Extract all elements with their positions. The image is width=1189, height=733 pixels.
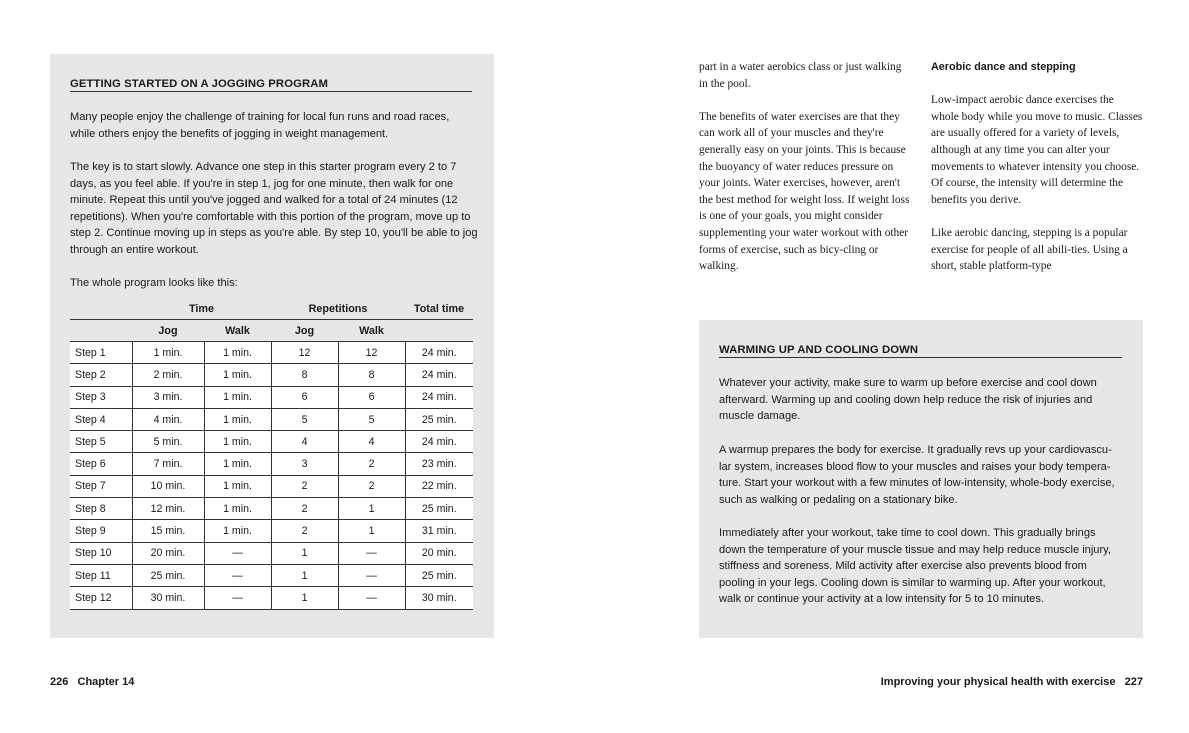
table-header-repetitions: Repetitions xyxy=(271,298,405,320)
table-cell: 24 min. xyxy=(405,364,473,386)
table-row xyxy=(70,564,473,586)
table-cell: 5 min. xyxy=(132,431,204,453)
warmup-cooldown-sidebar xyxy=(699,320,1143,638)
table-cell: 25 min. xyxy=(132,564,204,586)
table-row xyxy=(70,386,473,408)
table-cell: 3 xyxy=(271,453,338,475)
table-subheader-time-walk: Walk xyxy=(204,320,271,342)
table-subheader-time-jog: Jog xyxy=(132,320,204,342)
table-cell: 1 min. xyxy=(204,475,271,497)
table-row xyxy=(70,520,473,542)
column1-paragraph-1: part in a water aerobics class or just walking in the pool. xyxy=(699,61,902,90)
table-cell: 24 min. xyxy=(405,431,473,453)
table-cell: 6 xyxy=(271,386,338,408)
table-cell: — xyxy=(338,564,405,586)
table-cell: 10 min. xyxy=(132,475,204,497)
column1-paragraph-2: The benefits of water exercises are that they can work all of your muscles and they're generally easy on your joints. This is because the buoyancy of water reduces pressure on your joints. Water exercises, however, aren't the best method for weight loss. If weight loss is one of your goals, you might consider supplementing your water workout with other forms of exercise, such as bicy-cling or walking. xyxy=(699,110,910,273)
table-cell: 1 xyxy=(338,520,405,542)
table-cell: 1 min. xyxy=(204,431,271,453)
table-cell: 1 xyxy=(338,498,405,520)
table-subheader-reps-walk: Walk xyxy=(338,320,405,342)
table-row xyxy=(70,475,473,497)
table-subheader-blank xyxy=(70,320,132,342)
warmup-paragraph-3: Immediately after your workout, take time to cool down. This gradually brings down the temperature of your muscle tissue and may help reduce muscle injury, stiffness and soreness. Mild activity after exercise also prevents blood from pooling in your legs. Cooling down is similar to warming up. After your workout, walk or continue your activity at a low intensity for 5 to 10 minutes. xyxy=(719,527,1111,606)
table-cell: Step 2 xyxy=(70,364,132,386)
jogging-intro-paragraph: Many people enjoy the challenge of training for local fun runs and road races, while others enjoy the benefits of jogging in weight management. xyxy=(70,111,450,140)
table-cell: 5 xyxy=(271,408,338,430)
aerobic-dance-subheading: Aerobic dance and stepping xyxy=(931,61,1076,73)
table-cell: 3 min. xyxy=(132,386,204,408)
jogging-program-table xyxy=(70,298,473,610)
table-cell: Step 8 xyxy=(70,498,132,520)
table-cell: 8 xyxy=(271,364,338,386)
table-cell: 1 xyxy=(271,564,338,586)
table-cell: 4 xyxy=(271,431,338,453)
table-cell: 2 xyxy=(338,475,405,497)
table-cell: Step 9 xyxy=(70,520,132,542)
table-cell: 1 xyxy=(271,587,338,609)
table-cell: Step 4 xyxy=(70,408,132,430)
table-row xyxy=(70,587,473,609)
table-row xyxy=(70,342,473,364)
column2-paragraph-1: Low-impact aerobic dance exercises the whole body while you move to music. Classes are usually offered for a variety of levels, although at any time you can alter your movements to whatever intensity you choose. Of course, the intensity will determine the benefits you derive. xyxy=(931,94,1143,206)
table-cell: — xyxy=(204,564,271,586)
table-cell: — xyxy=(338,587,405,609)
table-cell: 1 min. xyxy=(204,520,271,542)
table-cell: Step 5 xyxy=(70,431,132,453)
table-row xyxy=(70,542,473,564)
table-header-total-time: Total time xyxy=(405,298,473,320)
table-cell: 1 min. xyxy=(204,408,271,430)
table-cell: 2 xyxy=(271,475,338,497)
table-cell: — xyxy=(204,542,271,564)
table-cell: 31 min. xyxy=(405,520,473,542)
warmup-paragraph-2: A warmup prepares the body for exercise. It gradually revs up your cardiovascu-lar system, increases blood flow to your muscles and raises your body tempera-ture. Start your workout with a few minutes of low-intensity, whole-body exercise, such as walking or pedaling on a stationary bike. xyxy=(719,444,1115,506)
table-cell: 25 min. xyxy=(405,498,473,520)
table-cell: Step 10 xyxy=(70,542,132,564)
table-cell: 12 xyxy=(271,342,338,364)
table-cell: 2 xyxy=(338,453,405,475)
table-cell: 20 min. xyxy=(132,542,204,564)
table-cell: 8 xyxy=(338,364,405,386)
table-cell: — xyxy=(204,587,271,609)
table-cell: 1 min. xyxy=(204,386,271,408)
table-cell: 5 xyxy=(338,408,405,430)
table-header-time: Time xyxy=(132,298,271,320)
table-cell: 12 xyxy=(338,342,405,364)
table-cell: 12 min. xyxy=(132,498,204,520)
table-cell: 4 xyxy=(338,431,405,453)
table-subheader-total-blank xyxy=(405,320,473,342)
table-cell: 1 min. xyxy=(204,342,271,364)
column2-paragraph-2: Like aerobic dancing, stepping is a popular exercise for people of all abili-ties. Using a short, stable platform-type xyxy=(931,226,1128,273)
table-cell: 1 min. xyxy=(204,453,271,475)
right-page-column-2 xyxy=(931,59,1143,275)
table-row xyxy=(70,498,473,520)
table-header-blank xyxy=(70,298,132,320)
table-cell: 2 min. xyxy=(132,364,204,386)
table-cell: 4 min. xyxy=(132,408,204,430)
table-cell: 15 min. xyxy=(132,520,204,542)
table-cell: Step 12 xyxy=(70,587,132,609)
right-page-column-1 xyxy=(699,59,911,275)
table-cell: 25 min. xyxy=(405,408,473,430)
table-cell: Step 3 xyxy=(70,386,132,408)
table-cell: 24 min. xyxy=(405,342,473,364)
table-cell: 1 xyxy=(271,542,338,564)
jogging-instructions-paragraph: The key is to start slowly. Advance one step in this starter program every 2 to 7 days, as you feel able. If you're in step 1, jog for one minute, then walk for one minute. Repeat this until you've jogged and walked for a total of 24 minutes (12 repetitions). When you're comfortable with this portion of the program, move up to step 2. Continue moving up in steps as you're able. By step 10, you'll be able to jog through an entire workout. xyxy=(70,161,478,256)
table-cell: 23 min. xyxy=(405,453,473,475)
table-cell: 1 min. xyxy=(204,498,271,520)
table-row xyxy=(70,408,473,430)
table-cell: Step 1 xyxy=(70,342,132,364)
table-cell: 30 min. xyxy=(132,587,204,609)
table-subheader-reps-jog: Jog xyxy=(271,320,338,342)
table-cell: 25 min. xyxy=(405,564,473,586)
table-cell: 6 xyxy=(338,386,405,408)
table-cell: 20 min. xyxy=(405,542,473,564)
table-sub-header-row xyxy=(70,320,473,342)
table-cell: 7 min. xyxy=(132,453,204,475)
jogging-program-heading: GETTING STARTED ON A JOGGING PROGRAM xyxy=(70,78,472,92)
table-cell: — xyxy=(338,542,405,564)
table-row xyxy=(70,364,473,386)
warmup-cooldown-heading: WARMING UP AND COOLING DOWN xyxy=(719,344,1122,358)
table-cell: Step 7 xyxy=(70,475,132,497)
table-cell: 1 min. xyxy=(204,364,271,386)
table-cell: 30 min. xyxy=(405,587,473,609)
table-group-header-row xyxy=(70,298,473,320)
table-cell: 22 min. xyxy=(405,475,473,497)
left-page-footer: 226 Chapter 14 xyxy=(50,676,135,688)
table-cell: 2 xyxy=(271,498,338,520)
table-cell: Step 6 xyxy=(70,453,132,475)
table-row xyxy=(70,453,473,475)
warmup-paragraph-1: Whatever your activity, make sure to warm up before exercise and cool down afterward. Warming up and cooling down help reduce the risk of injuries and muscle damage. xyxy=(719,377,1097,423)
jogging-program-sidebar xyxy=(50,54,494,638)
jogging-table-intro: The whole program looks like this: xyxy=(70,277,238,289)
table-cell: 24 min. xyxy=(405,386,473,408)
right-page-footer: Improving your physical health with exercise 227 xyxy=(880,676,1143,688)
table-body xyxy=(70,342,473,610)
table-cell: Step 11 xyxy=(70,564,132,586)
table-cell: 2 xyxy=(271,520,338,542)
table-cell: 1 min. xyxy=(132,342,204,364)
table-row xyxy=(70,431,473,453)
